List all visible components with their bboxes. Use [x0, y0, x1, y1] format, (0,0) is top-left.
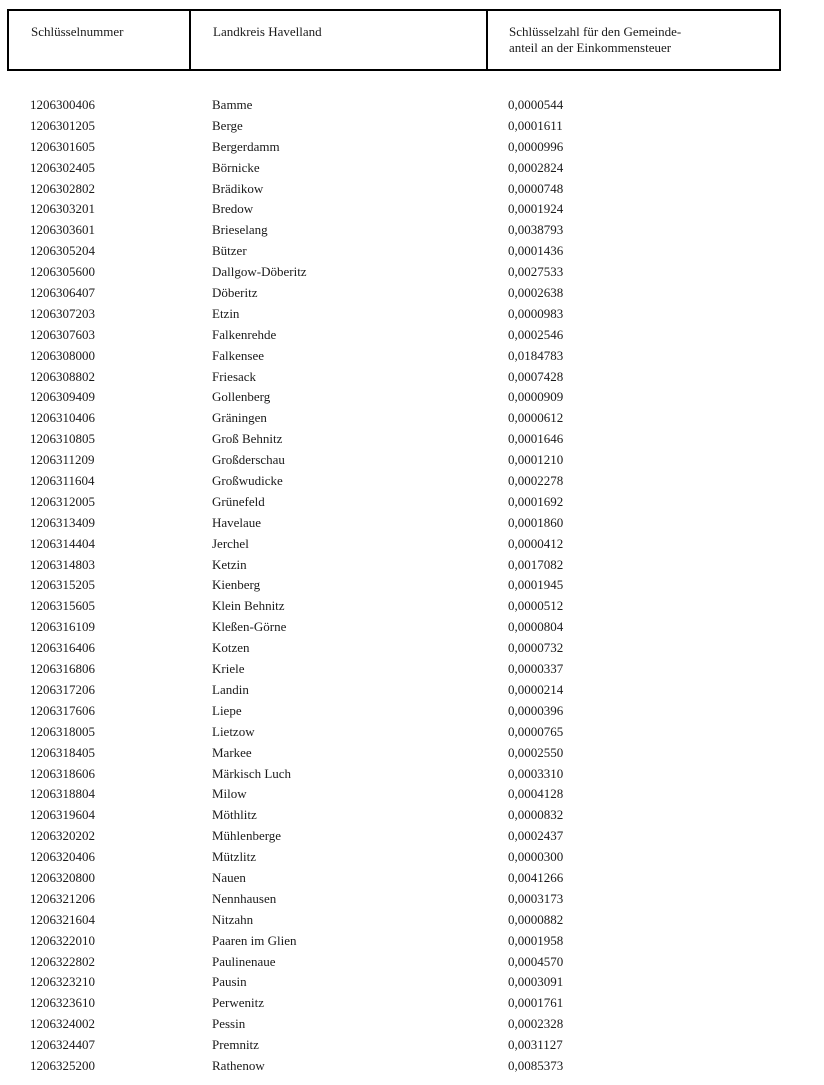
table-row [0, 1035, 824, 1056]
table-row [0, 805, 824, 826]
row-name: Landin [212, 681, 249, 697]
row-key: 1206317606 [30, 702, 95, 718]
row-value: 0,0002546 [508, 326, 564, 342]
row-value: 0,0001860 [508, 514, 564, 530]
row-value: 0,0000748 [508, 180, 564, 196]
table-row [0, 492, 824, 513]
row-name: Groß Behnitz [212, 431, 283, 447]
table-row [0, 868, 824, 889]
row-value: 0,0001958 [508, 932, 564, 948]
row-name: Märkisch Luch [212, 765, 292, 781]
row-key: 1206301605 [30, 138, 95, 154]
row-value: 0,0000882 [508, 911, 564, 927]
table-row [0, 972, 824, 993]
table-row [0, 387, 824, 408]
table-body [0, 95, 824, 1077]
row-value: 0,0085373 [508, 1057, 564, 1073]
row-name: Pausin [212, 974, 247, 990]
row-key: 1206320800 [30, 869, 95, 885]
row-value: 0,0017082 [508, 556, 564, 572]
row-value: 0,0002437 [508, 828, 564, 844]
table-row [0, 764, 824, 785]
row-name: Pessin [212, 1016, 246, 1032]
row-name: Klein Behnitz [212, 598, 285, 614]
row-key: 1206316806 [30, 661, 95, 677]
row-key: 1206307203 [30, 305, 95, 321]
row-name: Bamme [212, 97, 253, 112]
table-row [0, 1056, 824, 1077]
row-name: Paaren im Glien [212, 932, 297, 948]
row-value: 0,0003091 [508, 974, 564, 990]
table-row [0, 346, 824, 367]
row-value: 0,0000909 [508, 389, 564, 405]
table-row [0, 784, 824, 805]
table-row [0, 513, 824, 534]
row-name: Mühlenberge [212, 828, 282, 844]
row-key: 1206300406 [30, 97, 95, 112]
row-key: 1206316406 [30, 640, 95, 656]
table-row [0, 429, 824, 450]
row-value: 0,0000396 [508, 702, 564, 718]
table-row [0, 471, 824, 492]
row-name: Rathenow [212, 1057, 265, 1073]
table-row [0, 952, 824, 973]
row-value: 0,0001210 [508, 452, 564, 468]
row-name: Falkensee [212, 347, 264, 363]
row-key: 1206314404 [30, 535, 95, 551]
table-row [0, 555, 824, 576]
row-name: Milow [212, 786, 247, 802]
row-key: 1206321206 [30, 890, 95, 906]
table-row [0, 680, 824, 701]
row-value: 0,0000996 [508, 138, 564, 154]
row-name: Havelaue [212, 514, 262, 530]
row-key: 1206305204 [30, 243, 95, 259]
row-name: Perwenitz [212, 995, 264, 1011]
row-name: Börnicke [212, 159, 260, 175]
row-key: 1206324407 [30, 1037, 95, 1053]
row-name: Premnitz [212, 1037, 259, 1053]
table-row [0, 889, 824, 910]
row-key: 1206305600 [30, 264, 95, 280]
column-header-name-label: Landkreis Havelland [213, 24, 322, 39]
row-name: Nitzahn [212, 911, 254, 927]
row-key: 1206323210 [30, 974, 95, 990]
row-name: Großwudicke [212, 473, 283, 489]
row-name: Bützer [212, 243, 247, 259]
table-row [0, 826, 824, 847]
table-row [0, 262, 824, 283]
table-row [0, 993, 824, 1014]
table-row [0, 617, 824, 638]
row-key: 1206314803 [30, 556, 95, 572]
row-value: 0,0002638 [508, 285, 564, 301]
row-value: 0,0002278 [508, 473, 564, 489]
row-name: Jerchel [212, 535, 249, 551]
row-value: 0,0041266 [508, 869, 564, 885]
row-value: 0,0007428 [508, 368, 564, 384]
table-row [0, 116, 824, 137]
table-row [0, 847, 824, 868]
row-key: 1206308802 [30, 368, 95, 384]
table-row [0, 283, 824, 304]
row-name: Kleßen-Görne [212, 619, 287, 635]
row-value: 0,0000300 [508, 849, 564, 865]
table-row [0, 659, 824, 680]
row-key: 1206322802 [30, 953, 95, 969]
row-name: Kriele [212, 661, 245, 677]
row-value: 0,0000732 [508, 640, 564, 656]
row-value: 0,0001692 [508, 493, 564, 509]
table-row [0, 179, 824, 200]
row-value: 0,0184783 [508, 347, 564, 363]
row-key: 1206324002 [30, 1016, 95, 1032]
row-name: Brädikow [212, 180, 264, 196]
table-row [0, 137, 824, 158]
row-name: Dallgow-Döberitz [212, 264, 307, 280]
row-value: 0,0000804 [508, 619, 564, 635]
table-row [0, 408, 824, 429]
row-value: 0,0000412 [508, 535, 564, 551]
row-value: 0,0001924 [508, 201, 564, 217]
row-key: 1206319604 [30, 807, 95, 823]
table-row [0, 367, 824, 388]
row-name: Berge [212, 117, 243, 133]
row-name: Nauen [212, 869, 246, 885]
table-row [0, 722, 824, 743]
table-row [0, 701, 824, 722]
table-row [0, 158, 824, 179]
row-key: 1206302405 [30, 159, 95, 175]
row-key: 1206312005 [30, 493, 95, 509]
table-row [0, 325, 824, 346]
row-value: 0,0004570 [508, 953, 564, 969]
column-header-value-line1: Schlüsselzahl für den Gemeinde- [509, 24, 682, 39]
column-header-name [191, 11, 488, 69]
row-key: 1206311604 [30, 473, 95, 489]
table-row [0, 575, 824, 596]
row-name: Döberitz [212, 285, 258, 301]
row-value: 0,0027533 [508, 264, 564, 280]
row-key: 1206308000 [30, 347, 95, 363]
row-name: Falkenrehde [212, 326, 277, 342]
row-key: 1206315605 [30, 598, 95, 614]
row-value: 0,0001945 [508, 577, 564, 593]
row-key: 1206320202 [30, 828, 95, 844]
row-key: 1206318405 [30, 744, 95, 760]
row-value: 0,0004128 [508, 786, 564, 802]
row-name: Kotzen [212, 640, 250, 656]
row-key: 1206303601 [30, 222, 95, 238]
row-name: Lietzow [212, 723, 255, 739]
row-key: 1206321604 [30, 911, 95, 927]
table-row [0, 1014, 824, 1035]
row-value: 0,0002550 [508, 744, 564, 760]
column-header-key [9, 11, 191, 69]
row-key: 1206325200 [30, 1057, 95, 1073]
row-name: Gollenberg [212, 389, 271, 405]
row-name: Grünefeld [212, 493, 265, 509]
row-value: 0,0000512 [508, 598, 564, 614]
row-key: 1206318005 [30, 723, 95, 739]
row-value: 0,0000544 [508, 97, 564, 112]
row-key: 1206318804 [30, 786, 95, 802]
table-header [7, 9, 781, 71]
row-key: 1206316109 [30, 619, 95, 635]
row-name: Liepe [212, 702, 242, 718]
row-key: 1206303201 [30, 201, 95, 217]
row-key: 1206310406 [30, 410, 95, 426]
row-key: 1206301205 [30, 117, 95, 133]
row-name: Möthlitz [212, 807, 257, 823]
column-header-key-label: Schlüsselnummer [31, 24, 124, 39]
row-value: 0,0002328 [508, 1016, 564, 1032]
table-row [0, 910, 824, 931]
row-key: 1206323610 [30, 995, 95, 1011]
row-name: Ketzin [212, 556, 247, 572]
row-name: Paulinenaue [212, 953, 276, 969]
row-name: Friesack [212, 368, 257, 384]
table-row [0, 534, 824, 555]
row-name: Großderschau [212, 452, 285, 468]
column-header-value-line2: anteil an der Einkommensteuer [509, 40, 672, 55]
row-key: 1206313409 [30, 514, 95, 530]
row-name: Markee [212, 744, 252, 760]
row-name: Bredow [212, 201, 254, 217]
row-value: 0,0038793 [508, 222, 564, 238]
row-key: 1206311209 [30, 452, 95, 468]
row-value: 0,0001611 [508, 117, 563, 133]
table-row [0, 199, 824, 220]
row-name: Bergerdamm [212, 138, 280, 154]
row-value: 0,0000765 [508, 723, 564, 739]
row-key: 1206318606 [30, 765, 95, 781]
row-name: Mützlitz [212, 849, 257, 865]
row-key: 1206315205 [30, 577, 95, 593]
row-key: 1206302802 [30, 180, 95, 196]
row-name: Gräningen [212, 410, 267, 426]
row-value: 0,0003173 [508, 890, 564, 906]
row-key: 1206310805 [30, 431, 95, 447]
table-row [0, 241, 824, 262]
row-value: 0,0003310 [508, 765, 564, 781]
table-row [0, 596, 824, 617]
row-value: 0,0000337 [508, 661, 564, 677]
row-key: 1206307603 [30, 326, 95, 342]
row-value: 0,0000214 [508, 681, 564, 697]
row-value: 0,0001436 [508, 243, 564, 259]
table-row [0, 95, 824, 116]
row-key: 1206309409 [30, 389, 95, 405]
column-header-value [488, 11, 779, 69]
row-value: 0,0031127 [508, 1037, 563, 1053]
row-value: 0,0001646 [508, 431, 564, 447]
row-key: 1206322010 [30, 932, 95, 948]
table-row [0, 638, 824, 659]
table-row [0, 743, 824, 764]
table-row [0, 220, 824, 241]
row-value: 0,0000612 [508, 410, 564, 426]
row-value: 0,0001761 [508, 995, 564, 1011]
row-key: 1206317206 [30, 681, 95, 697]
row-name: Nennhausen [212, 890, 277, 906]
row-key: 1206306407 [30, 285, 95, 301]
row-name: Etzin [212, 305, 240, 321]
table-row [0, 931, 824, 952]
row-name: Brieselang [212, 222, 268, 238]
row-value: 0,0002824 [508, 159, 564, 175]
row-key: 1206320406 [30, 849, 95, 865]
row-name: Kienberg [212, 577, 261, 593]
row-value: 0,0000832 [508, 807, 564, 823]
table-row [0, 304, 824, 325]
row-value: 0,0000983 [508, 305, 564, 321]
table-row [0, 450, 824, 471]
